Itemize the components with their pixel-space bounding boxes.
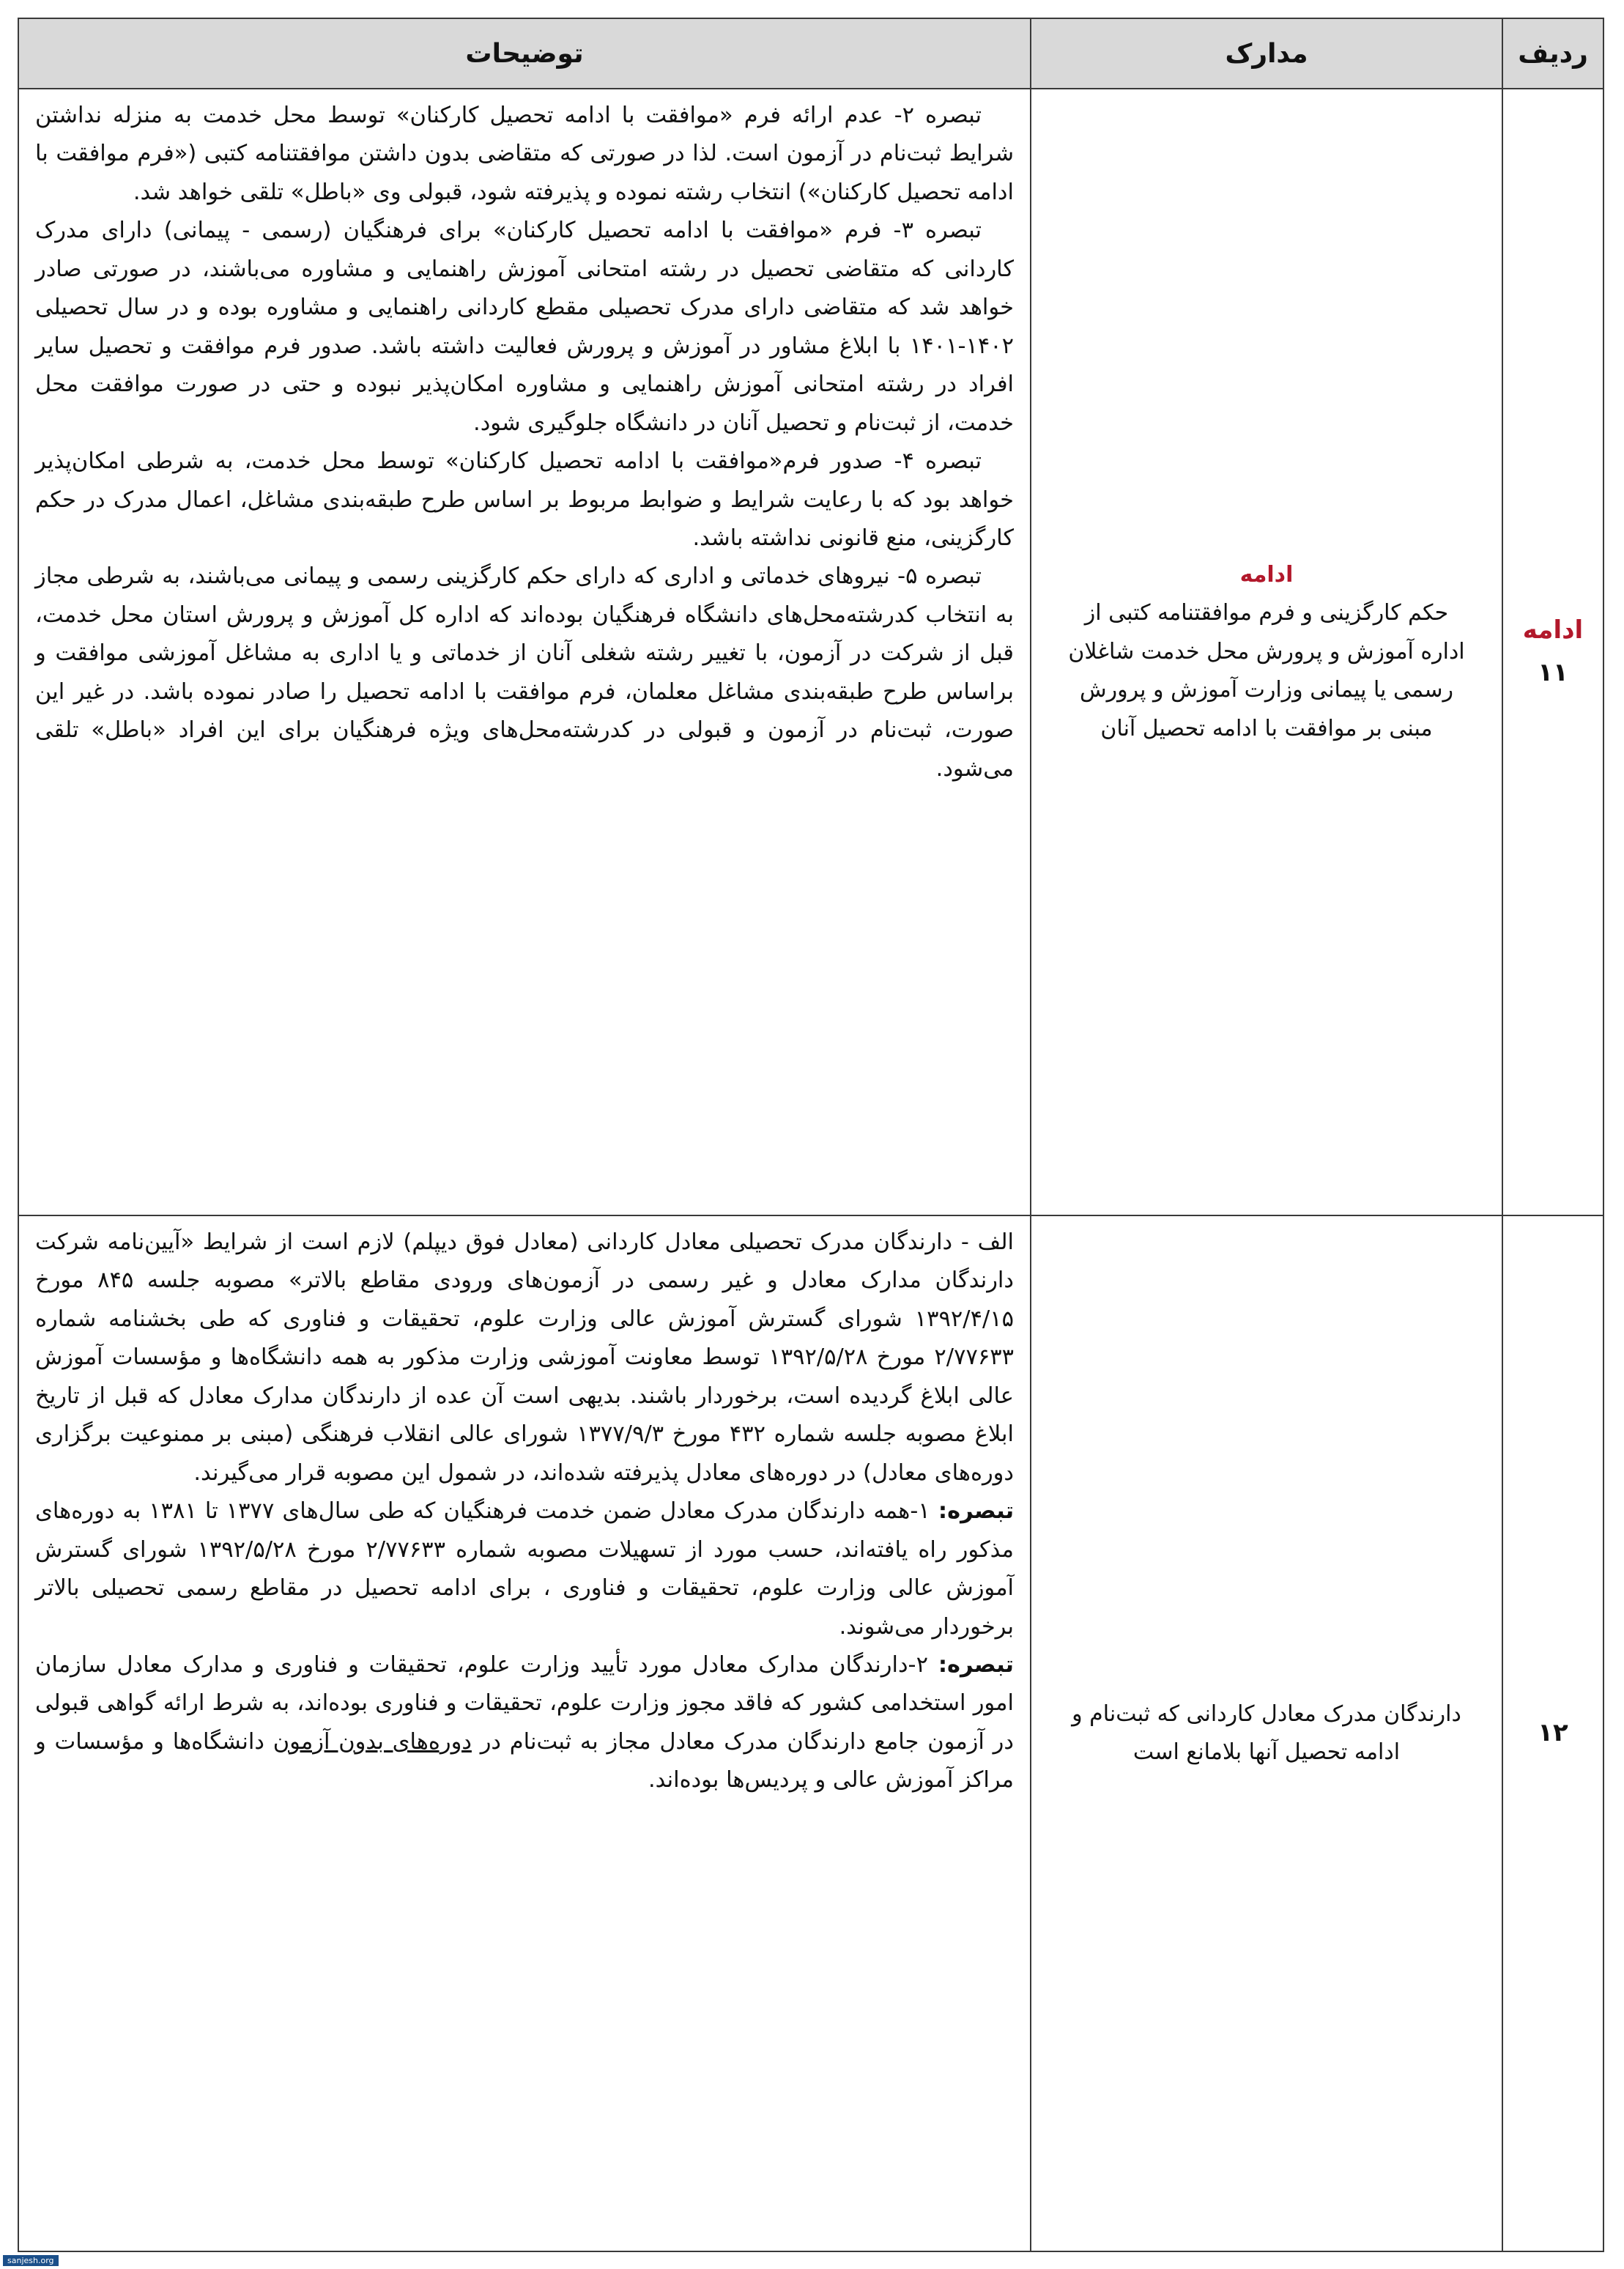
continued-label: ادامه [1522, 615, 1584, 645]
source-watermark: sanjesh.org [3, 2255, 59, 2266]
note-2-text-b: دانشگاه‌ها و مؤسسات و مراکز آموزش عالی و پردیس‌ها بوده‌اند. [35, 1728, 1014, 1794]
note-1-text: ۱-همه دارندگان مدرک معادل ضمن خدمت فرهنگیان که طی سال‌های ۱۳۷۷ تا ۱۳۸۱ به دوره‌های مذکور راه یافته‌اند، حسب مورد از تسهیلات مصوبه شماره ۲/۷۷۶۳۳ مورخ ۱۳۹۲/۵/۲۸ شورای گسترش آموزش عالی وزارت علوم، تحقیقات و فناوری ، برای ادامه تحصیل در مقاطع رسمی تحصیلی بالاتر برخوردار می‌شوند. [35, 1498, 1014, 1640]
header-radif: ردیف [1502, 18, 1603, 89]
note-1 [35, 1492, 1014, 1646]
note-4: تبصره ۴- صدور فرم«موافقت با ادامه تحصیل کارکنان» توسط محل خدمت، به شرطی امکان‌پذیر خواهد بود که با رعایت شرایط و ضوابط مربوط بر اساس طرح طبقه‌بندی مشاغل، اعمال مدرک در حکم کارگزینی، منع قانونی نداشته باشد. [35, 448, 1014, 551]
table-header-row [18, 18, 1603, 89]
documents-text: حکم کارگزینی و فرم موافقتنامه کتبی از اداره آموزش و پرورش محل خدمت شاغلان رسمی یا پیمانی وزارت آموزش و پرورش مبنی بر موافقت با ادامه تحصیل آنان [1068, 600, 1465, 741]
documents-continued-label: ادامه [1239, 561, 1294, 588]
description-cell [18, 1215, 1031, 2251]
header-tozihat: توضیحات [18, 18, 1031, 89]
note-5: تبصره ۵- نیروهای خدماتی و اداری که دارای حکم کارگزینی رسمی و پیمانی می‌باشند، به شرطی مجاز به انتخاب کدرشته‌محل‌های دانشگاه فرهنگیان بوده‌اند که اداره کل آموزش و پرورش استان محل خدمت، قبل از شرکت در آزمون، با تغییر رشته شغلی آنان از خدماتی و یا اداری به مشاغل آموزشی موافقت و براساس طرح طبقه‌بندی مشاغل معلمان، فرم موافقت با ادامه تحصیل را صادر نموده باشد. در غیر این صورت، ثبت‌نام در آزمون و قبولی در کدرشته‌محل‌های ویژه فرهنگیان برای این افراد «باطل» تلقی می‌شود. [35, 563, 1014, 782]
requirements-table [18, 18, 1604, 2252]
table-row [18, 1215, 1603, 2251]
documents-cell [1031, 1215, 1502, 2251]
documents-text: دارندگان مدرک معادل کاردانی که ثبت‌نام و ادامه تحصیل آنها بلامانع است [1072, 1700, 1461, 1765]
document-page [18, 18, 1607, 2252]
row-number-cell [1502, 1215, 1603, 2251]
note-2 [35, 1646, 1014, 1800]
note-2-underlined: دوره‌های بدون آزمون [272, 1728, 472, 1755]
row-number-cell [1502, 89, 1603, 1215]
note-3: تبصره ۳- فرم «موافقت با ادامه تحصیل کارکنان» برای فرهنگیان (رسمی - پیمانی) دارای مدرک کاردانی که متقاضی تحصیل در رشته امتحانی آموزش راهنمایی و مشاوره می‌باشند، در صورتی صادر خواهد شد که متقاضی دارای مدرک تحصیلی مقطع کاردانی راهنمایی و مشاوره بوده و در سال تحصیلی ۱۴۰۲-۱۴۰۱ با ابلاغ مشاور در آموزش و پرورش فعالیت داشته باشد. صدور فرم موافقت و تحصیل سایر افراد در رشته امتحانی آموزش راهنمایی و مشاوره امکان‌پذیر نبوده و حتی در صورت موافقت محل خدمت، از ثبت‌نام و تحصیل آنان در دانشگاه جلوگیری شود. [35, 218, 1014, 436]
clause-alef: الف - دارندگان مدرک تحصیلی معادل کاردانی (معادل فوق دیپلم) لازم است از شرایط «آیین‌نامه شرکت دارندگان مدارک معادل و غیر رسمی در آزمون‌های ورودی مقاطع بالاتر» مصوبه جلسه ۸۴۵ مورخ ۱۳۹۲/۴/۱۵ شورای گسترش آموزش عالی وزارت علوم، تحقیقات و فناوری که طی بخشنامه شماره ۲/۷۷۶۳۳ مورخ ۱۳۹۲/۵/۲۸ توسط معاونت آموزشی وزارت مذکور به همه دانشگاه‌ها و مؤسسات آموزش عالی ابلاغ گردیده است، برخوردار باشند. بدیهی است آن عده از دارندگان مدارک معادل که قبل از تاریخ ابلاغ مصوبه جلسه شماره ۴۳۲ مورخ ۱۳۷۷/۹/۳ شورای عالی انقلاب فرهنگی (مبنی بر ممنوعیت برگزاری دوره‌های معادل) در دوره‌های معادل پذیرفته شده‌اند، در شمول این مصوبه قرار می‌گیرند. [35, 1229, 1014, 1486]
note-2-text-a: ۲-دارندگان مدارک معادل مورد تأیید وزارت علوم، تحقیقات و فناوری و مدارک معادل سازمان امور استخدامی کشور که فاقد مجوز وزارت علوم، تحقیقات و فناوری بوده‌اند، به شرط ارائه گواهی قبولی در آزمون جامع دارندگان مدرک معادل مجاز به ثبت‌نام در [35, 1651, 1014, 1755]
note-2: تبصره ۲- عدم ارائه فرم «موافقت با ادامه تحصیل کارکنان» توسط محل خدمت به منزله نداشتن شرایط ثبت‌نام در آزمون است. لذا در صورتی که متقاضی بدون داشتن موافقتنامه کتبی («فرم موافقت با ادامه تحصیل کارکنان») انتخاب رشته نموده و پذیرفته شود، قبولی وی «باطل» تلقی خواهد شد. [35, 103, 1014, 205]
header-madarek: مدارک [1031, 18, 1502, 89]
description-cell [18, 89, 1031, 1215]
note-2-label: تبصره: [938, 1651, 1014, 1678]
row-number: ۱۱ [1538, 658, 1568, 687]
note-1-label: تبصره: [938, 1498, 1015, 1525]
table-row [18, 89, 1603, 1215]
documents-cell [1031, 89, 1502, 1215]
row-number: ۱۲ [1538, 1718, 1568, 1748]
